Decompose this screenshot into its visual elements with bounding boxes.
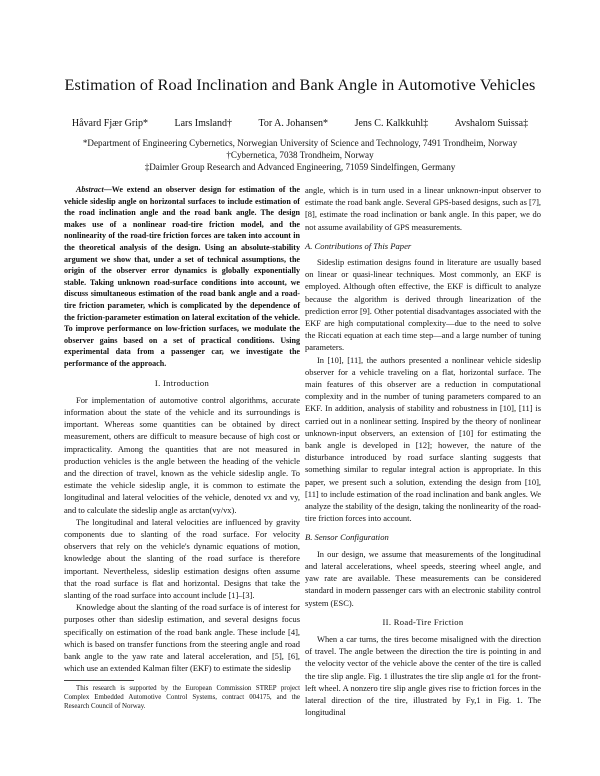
left-column bbox=[64, 184, 300, 711]
paper-title: Estimation of Road Inclination and Bank Angle in Automotive Vehicles bbox=[64, 76, 536, 94]
author: Jens C. Kalkkuhl‡ bbox=[354, 118, 429, 129]
footnote-rule bbox=[64, 680, 134, 681]
paragraph: Knowledge about the slanting of the road surface is of interest for purposes other than sideslip estimation, and several designs focus specifically on estimation of the road bank angle. These include [4], which is based on transfer functions from the steering angle and road bank angle to the yaw rate and lateral acceleration, and [5], [6], which use an extended Kalman filter (EKF) to estimate the sideslip bbox=[64, 602, 300, 674]
affiliation: ‡Daimler Group Research and Advanced Engineering, 71059 Sindelfingen, Germany bbox=[144, 162, 456, 172]
section-heading: I. Introduction bbox=[154, 377, 210, 388]
paragraph: The longitudinal and lateral velocities are influenced by gravity components due to slanting of the road surface. For velocity observers that rely on the vehicle's dynamic equations of motion, knowledge about the slanting of the road surface is therefore important. Nevertheless, sideslip estimation designs often assume that the road surface is flat and horizontal. Designs that take the slanting of the road surface into account include [1]–[3]. bbox=[64, 516, 300, 600]
author: Håvard Fjær Grip* bbox=[71, 118, 148, 129]
abstract bbox=[64, 184, 300, 370]
author-list bbox=[0, 118, 600, 129]
author: Lars Imsland† bbox=[174, 118, 232, 129]
abstract-text: —We extend an observer design for estimation of the vehicle sideslip angle on horizontal surfaces to include estimation of the road inclination angle and the road bank angle. The design makes use of a nonlinear road-tire friction model, and the nonlinearity of the road-tire friction forces are taken into account in the theoretical analysis of the design. Using an absolute-stability argument we show that, under a set of technical assumptions, the origin of the observer error dynamics is globally exponentially stable. Taking unknown road-surface conditions into account, we discuss simultaneous estimation of the road bank angle and a road-tire friction parameter, which is complicated by the dependence of the friction-parameter estimation on lateral excitation of the vehicle. To improve performance on low-friction surfaces, we modulate the observer gains based on a set of practical conditions. Using experimental data from a passenger car, we investigate the performance of the approach. bbox=[64, 185, 300, 368]
footnote: This research is supported by the European Commission STREP project Complex Embedded Automotive Control Systems, contract 004175, and the Research Council of Norway. bbox=[64, 685, 300, 711]
subsection-heading: A. Contributions of This Paper bbox=[305, 240, 412, 251]
affiliation: *Department of Engineering Cybernetics, Norwegian University of Science and Technology, 7491 Trondheim, Norway bbox=[82, 138, 518, 148]
right-column bbox=[305, 184, 541, 718]
paragraph: Sideslip estimation designs found in literature are usually based on linear or quasi-linear techniques. Most commonly, an EKF is employed. Although often effective, the EKF is difficult to analyze because the algorithm is derived through linearization of the prediction error [9]. Other potential disadvantages associated with the EKF are high computational complexity—due to the need to solve the Riccati equation at each time step—and a large number of tuning parameters. bbox=[305, 257, 541, 353]
author: Tor A. Johansen* bbox=[258, 118, 329, 129]
paragraph: In [10], [11], the authors presented a nonlinear vehicle sideslip observer for a vehicle traveling on a flat, horizontal surface. The main features of this observer are a reduction in computational complexity and in the number of tuning parameters compared to an EKF. In addition, analysis of stability and robustness in [10], [11] is carried out in a nonlinear setting. Inspired by the theory of nonlinear unknown-input observers, an extension of [10] for estimating the bank angle is developed in [12]; however, the nature of the disturbance introduced by road surface slanting suggests that something similar to regular integral action is appropriate. In this paper, we present such a solution, extending the design from [10], [11] to include estimation of the road inclination and bank angles. We analyze the stability of the design, taking the nonlinearity of the road-tire friction forces into account. bbox=[305, 354, 541, 524]
paragraph: When a car turns, the tires become misaligned with the direction of travel. The angle between the direction the tire is pointing in and the velocity vector of the vehicle above the center of the tire is called the tire slip angle. Fig. 1 illustrates the tire slip angle α1 for the front-left wheel. A nonzero tire slip angle gives rise to friction forces in the lateral direction of the tire, illustrated by Fy,1 in Fig. 1. The longitudinal bbox=[305, 633, 541, 718]
paragraph: angle, which is in turn used in a linear unknown-input observer to estimate the road bank angle. Several GPS-based designs, such as [7], [8], estimate the road inclination or bank angle. In this paper, we do not assume availability of GPS measurements. bbox=[305, 185, 541, 232]
author: Avshalom Suissa‡ bbox=[454, 118, 529, 129]
subsection-heading: B. Sensor Configuration bbox=[305, 532, 389, 543]
paragraph: For implementation of automotive control algorithms, accurate information about the state of the vehicle and its surroundings is important. Whereas some quantities can be obtained by direct measurement, others are difficult to measure because of high cost or impracticality. Among the quantities that are not measured in production vehicles is the angle between the heading of the vehicle and the direction of travel, known as the vehicle sideslip angle. To estimate the vehicle sideslip angle, it is common to estimate the longitudinal and lateral velocities of the vehicle, denoted vx and vy, and to calculate the sideslip angle as arctan(vy/vx). bbox=[64, 394, 300, 515]
abstract-label: Abstract bbox=[76, 185, 104, 194]
paragraph: In our design, we assume that measurements of the longitudinal and lateral accelerations, wheel speeds, steering wheel angle, and yaw rate are available. These measurements can be considered standard in modern passenger cars with an electronic stability control system (ESC). bbox=[305, 548, 541, 608]
section-heading: II. Road-Tire Friction bbox=[382, 616, 464, 627]
affiliation: †Cybernetica, 7038 Trondheim, Norway bbox=[226, 150, 374, 160]
